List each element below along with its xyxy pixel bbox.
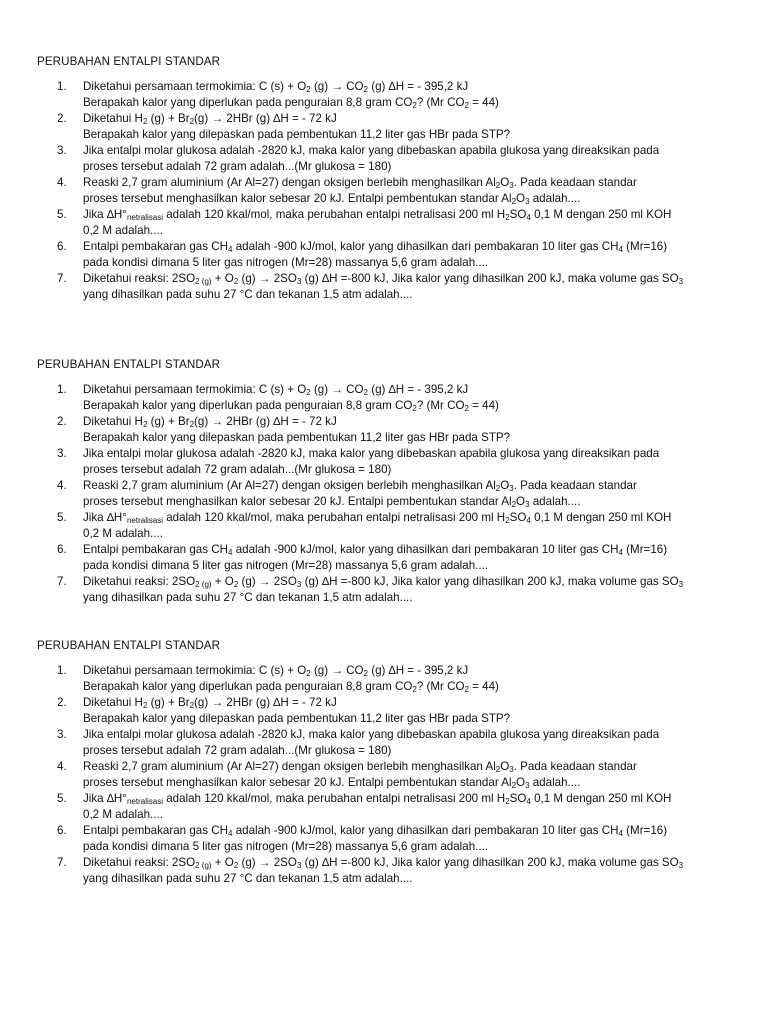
subscript: 3 (525, 500, 530, 509)
subscript: 3 (509, 765, 514, 774)
worksheet-section-2 (37, 357, 737, 606)
subscript: 2 (g) (195, 580, 212, 589)
text-segment: adalah -900 kJ/mol, kalor yang dihasilkan dari pembakaran 10 liter gas CH (232, 240, 619, 253)
question-item (37, 271, 737, 303)
text-segment: proses tersebut adalah 72 gram adalah...(Mr glukosa = 180) (83, 463, 392, 476)
text-segment: 0,2 M adalah.... (83, 808, 163, 821)
text-segment: SO (509, 792, 527, 805)
question-text-line (83, 807, 737, 823)
text-segment: (g) ∆H =-800 kJ, Jika kalor yang dihasilkan 200 kJ, maka volume gas SO (301, 575, 679, 588)
question-item (37, 478, 737, 510)
subscript: 3 (296, 580, 302, 589)
question-item (37, 855, 737, 887)
subscript: 3 (678, 277, 684, 286)
text-segment: adalah -900 kJ/mol, kalor yang dihasilkan dari pembakaran 10 liter gas CH (232, 824, 619, 837)
question-number: 1. (57, 80, 67, 93)
text-segment: (g) → 2HBr (g) ∆H = - 72 kJ (194, 415, 337, 428)
worksheet-section-3 (37, 638, 737, 887)
question-number: 2. (57, 112, 67, 125)
subscript: 2 (363, 669, 368, 678)
subscript: 2 (412, 685, 417, 694)
text-segment: adalah.... (529, 192, 581, 205)
question-text-line (83, 743, 737, 759)
section-title: PERUBAHAN ENTALPI STANDAR (37, 639, 221, 652)
subscript: 4 (618, 548, 623, 557)
question-number: 1. (57, 383, 67, 396)
question-item (37, 759, 737, 791)
text-segment: Berapakah kalor yang dilepaskan pada pembentukan 11,2 liter gas HBr pada STP? (83, 128, 511, 141)
text-segment: proses tersebut adalah 72 gram adalah...(Mr glukosa = 180) (83, 744, 392, 757)
text-segment: Jika entalpi molar glukosa adalah -2820 kJ, maka kalor yang dibebaskan apabila glukosa yang direaksikan pada (83, 728, 660, 741)
text-segment: pada kondisi dimana 5 liter gas nitrogen (Mr=28) massanya 5,6 gram adalah.... (83, 840, 489, 853)
text-segment: Diketahui persamaan termokimia: C (s) + O (83, 383, 307, 396)
text-segment: Entalpi pembakaran gas CH (83, 543, 229, 556)
text-segment: adalah -900 kJ/mol, kalor yang dihasilkan dari pembakaran 10 liter gas CH (232, 543, 619, 556)
subscript: 3 (678, 580, 684, 589)
question-item (37, 510, 737, 542)
text-segment: proses tersebut menghasilkan kalor sebesar 20 kJ. Entalpi pembentukan standar Al (83, 192, 512, 205)
text-segment: = 44) (468, 96, 499, 109)
subscript: 2 (233, 580, 239, 589)
text-segment: (g) → CO (310, 664, 364, 677)
question-text-line (83, 759, 737, 775)
question-item (37, 207, 737, 239)
subscript: 2 (511, 500, 517, 509)
subscript: 3 (509, 484, 514, 493)
text-segment: (g) → CO (310, 80, 364, 93)
text-segment: ? (Mr CO (416, 680, 465, 693)
text-segment: 0,1 M dengan 250 ml KOH (530, 208, 672, 221)
question-text-line (83, 159, 737, 175)
text-segment: O (516, 192, 526, 205)
question-number: 7. (57, 575, 67, 588)
text-segment: ? (Mr CO (416, 399, 465, 412)
text-segment: Diketahui reaksi: 2SO (83, 272, 196, 285)
text-segment: Jika ∆H° (83, 208, 127, 221)
question-item (37, 446, 737, 478)
text-segment: (g) → 2SO (238, 272, 297, 285)
subscript: 4 (228, 245, 233, 254)
text-segment: (g) → 2HBr (g) ∆H = - 72 kJ (194, 112, 337, 125)
question-item (37, 791, 737, 823)
question-text-line (83, 382, 737, 398)
question-number: 4. (57, 760, 67, 773)
text-segment: pada kondisi dimana 5 liter gas nitrogen (Mr=28) massanya 5,6 gram adalah.... (83, 559, 489, 572)
text-segment: adalah 120 kkal/mol, maka perubahan entalpi netralisasi 200 ml H (162, 208, 506, 221)
question-number: 3. (57, 728, 67, 741)
question-text-line (83, 558, 737, 574)
text-segment: Entalpi pembakaran gas CH (83, 824, 229, 837)
subscript: 2 (142, 420, 148, 429)
question-number: 2. (57, 415, 67, 428)
question-number: 6. (57, 543, 67, 556)
question-text-line (83, 127, 737, 143)
question-number: 6. (57, 240, 67, 253)
question-text-line (83, 494, 737, 510)
text-segment: Berapakah kalor yang diperlukan pada penguraian 8,8 gram CO (83, 399, 413, 412)
subscript: 2 (233, 277, 239, 286)
text-segment: Berapakah kalor yang diperlukan pada penguraian 8,8 gram CO (83, 96, 413, 109)
question-text-line (83, 191, 737, 207)
text-segment: O (500, 176, 510, 189)
subscript: 4 (526, 516, 531, 525)
text-segment: Jika entalpi molar glukosa adalah -2820 kJ, maka kalor yang dibebaskan apabila glukosa yang direaksikan pada (83, 447, 660, 460)
subscript: 2 (495, 765, 501, 774)
subscript: 2 (142, 701, 148, 710)
subscript: 4 (526, 213, 531, 222)
text-segment: (Mr=16) (622, 543, 668, 556)
text-segment: + O (211, 856, 234, 869)
question-text-line (83, 590, 737, 606)
subscript: 2 (306, 388, 311, 397)
question-text-line (83, 239, 737, 255)
subscript: 3 (296, 861, 302, 870)
question-text-line (83, 430, 737, 446)
text-segment: = 44) (468, 399, 499, 412)
question-number: 3. (57, 447, 67, 460)
text-segment: O (516, 495, 526, 508)
question-text-line (83, 478, 737, 494)
question-item (37, 382, 737, 414)
question-item (37, 143, 737, 175)
text-segment: ? (Mr CO (416, 96, 465, 109)
text-segment: Diketahui reaksi: 2SO (83, 856, 196, 869)
text-segment: Diketahui H (83, 415, 143, 428)
question-number: 5. (57, 792, 67, 805)
subscript: 3 (525, 197, 530, 206)
subscript: 3 (525, 781, 530, 790)
text-segment: (g) ∆H = - 395,2 kJ (368, 664, 469, 677)
text-segment: adalah 120 kkal/mol, maka perubahan entalpi netralisasi 200 ml H (162, 792, 506, 805)
text-segment: 0,2 M adalah.... (83, 527, 163, 540)
subscript: 2 (189, 701, 195, 710)
question-text-line (83, 855, 737, 871)
text-segment: Diketahui reaksi: 2SO (83, 575, 196, 588)
subscript: 4 (526, 797, 531, 806)
subscript: 4 (618, 245, 623, 254)
text-segment: (g) ∆H = - 395,2 kJ (368, 80, 469, 93)
question-text-line (83, 839, 737, 855)
text-segment: + O (211, 575, 234, 588)
subscript: 2 (189, 420, 195, 429)
text-segment: (g) ∆H =-800 kJ, Jika kalor yang dihasilkan 200 kJ, maka volume gas SO (301, 856, 679, 869)
text-segment: 0,2 M adalah.... (83, 224, 163, 237)
question-text-line (83, 271, 737, 287)
subscript: 2 (306, 669, 311, 678)
text-segment: Reaski 2,7 gram aluminium (Ar Al=27) dengan oksigen berlebih menghasilkan Al (83, 479, 496, 492)
subscript: 2 (189, 117, 195, 126)
subscript: 2 (412, 404, 417, 413)
subscript: 4 (228, 829, 233, 838)
subscript: 4 (618, 829, 623, 838)
text-segment: (g) ∆H = - 395,2 kJ (368, 383, 469, 396)
text-segment: 0,1 M dengan 250 ml KOH (530, 511, 672, 524)
text-segment: SO (509, 208, 527, 221)
question-text-line (83, 791, 737, 807)
text-segment: Berapakah kalor yang diperlukan pada penguraian 8,8 gram CO (83, 680, 413, 693)
text-segment: yang dihasilkan pada suhu 27 °C dan tekanan 1,5 atm adalah.... (83, 288, 413, 301)
question-list (37, 382, 737, 606)
text-segment: (Mr=16) (622, 824, 668, 837)
question-item (37, 239, 737, 271)
subscript: 2 (233, 861, 239, 870)
subscript: 2 (464, 685, 469, 694)
question-text-line (83, 679, 737, 695)
text-segment: adalah.... (529, 776, 581, 789)
subscript: 2 (363, 85, 368, 94)
subscript: netralisasi (126, 213, 163, 222)
question-text-line (83, 398, 737, 414)
question-text-line (83, 663, 737, 679)
subscript: 4 (228, 548, 233, 557)
text-segment: (g) → CO (310, 383, 364, 396)
text-segment: . Pada keadaan standar (513, 176, 637, 189)
text-segment: O (500, 760, 510, 773)
question-text-line (83, 143, 737, 159)
text-segment: (g) → 2SO (238, 856, 297, 869)
subscript: 2 (142, 117, 148, 126)
text-segment: Jika entalpi molar glukosa adalah -2820 kJ, maka kalor yang dibebaskan apabila glukosa yang direaksikan pada (83, 144, 660, 157)
subscript: 2 (g) (195, 861, 212, 870)
text-segment: (Mr=16) (622, 240, 668, 253)
question-text-line (83, 695, 737, 711)
subscript: netralisasi (126, 797, 163, 806)
subscript: 3 (509, 181, 514, 190)
text-segment: Reaski 2,7 gram aluminium (Ar Al=27) dengan oksigen berlebih menghasilkan Al (83, 760, 496, 773)
question-item (37, 695, 737, 727)
question-number: 4. (57, 176, 67, 189)
text-segment: adalah 120 kkal/mol, maka perubahan entalpi netralisasi 200 ml H (162, 511, 506, 524)
question-item (37, 414, 737, 446)
question-text-line (83, 574, 737, 590)
question-text-line (83, 775, 737, 791)
question-text-line (83, 255, 737, 271)
question-number: 2. (57, 696, 67, 709)
text-segment: Diketahui H (83, 112, 143, 125)
subscript: 2 (464, 101, 469, 110)
question-number: 6. (57, 824, 67, 837)
text-segment: SO (509, 511, 527, 524)
question-text-line (83, 727, 737, 743)
question-text-line (83, 223, 737, 239)
text-segment: 0,1 M dengan 250 ml KOH (530, 792, 672, 805)
question-number: 1. (57, 664, 67, 677)
question-item (37, 574, 737, 606)
text-segment: O (500, 479, 510, 492)
question-number: 7. (57, 272, 67, 285)
question-item (37, 175, 737, 207)
question-text-line (83, 526, 737, 542)
subscript: 2 (495, 484, 501, 493)
question-number: 3. (57, 144, 67, 157)
text-segment: (g) → 2SO (238, 575, 297, 588)
text-segment: (g) + Br (147, 112, 190, 125)
question-text-line (83, 462, 737, 478)
section-title: PERUBAHAN ENTALPI STANDAR (37, 55, 221, 68)
text-segment: (g) + Br (147, 696, 190, 709)
subscript: 2 (495, 181, 501, 190)
section-title: PERUBAHAN ENTALPI STANDAR (37, 358, 221, 371)
text-segment: + O (211, 272, 234, 285)
text-segment: Diketahui H (83, 696, 143, 709)
text-segment: Berapakah kalor yang dilepaskan pada pembentukan 11,2 liter gas HBr pada STP? (83, 712, 511, 725)
subscript: 2 (g) (195, 277, 212, 286)
question-number: 7. (57, 856, 67, 869)
text-segment: pada kondisi dimana 5 liter gas nitrogen (Mr=28) massanya 5,6 gram adalah.... (83, 256, 489, 269)
question-item (37, 823, 737, 855)
question-number: 5. (57, 208, 67, 221)
question-number: 4. (57, 479, 67, 492)
question-text-line (83, 287, 737, 303)
subscript: 2 (511, 781, 517, 790)
question-item (37, 663, 737, 695)
text-segment: Reaski 2,7 gram aluminium (Ar Al=27) dengan oksigen berlebih menghasilkan Al (83, 176, 496, 189)
subscript: netralisasi (126, 516, 163, 525)
subscript: 2 (505, 516, 510, 525)
text-segment: (g) → 2HBr (g) ∆H = - 72 kJ (194, 696, 337, 709)
question-item (37, 79, 737, 111)
subscript: 2 (505, 797, 510, 806)
question-text-line (83, 207, 737, 223)
question-item (37, 727, 737, 759)
question-item (37, 542, 737, 574)
text-segment: (g) + Br (147, 415, 190, 428)
question-text-line (83, 95, 737, 111)
text-segment: proses tersebut menghasilkan kalor sebesar 20 kJ. Entalpi pembentukan standar Al (83, 776, 512, 789)
text-segment: = 44) (468, 680, 499, 693)
text-segment: Berapakah kalor yang dilepaskan pada pembentukan 11,2 liter gas HBr pada STP? (83, 431, 511, 444)
subscript: 2 (511, 197, 517, 206)
text-segment: Entalpi pembakaran gas CH (83, 240, 229, 253)
text-segment: . Pada keadaan standar (513, 760, 637, 773)
subscript: 3 (296, 277, 302, 286)
text-segment: Jika ∆H° (83, 792, 127, 805)
question-text-line (83, 510, 737, 526)
question-text-line (83, 414, 737, 430)
text-segment: yang dihasilkan pada suhu 27 °C dan tekanan 1,5 atm adalah.... (83, 872, 413, 885)
question-text-line (83, 446, 737, 462)
question-text-line (83, 711, 737, 727)
question-item (37, 111, 737, 143)
question-text-line (83, 542, 737, 558)
question-number: 5. (57, 511, 67, 524)
text-segment: (g) ∆H =-800 kJ, Jika kalor yang dihasilkan 200 kJ, maka volume gas SO (301, 272, 679, 285)
subscript: 3 (678, 861, 684, 870)
question-text-line (83, 175, 737, 191)
question-list (37, 663, 737, 887)
text-segment: Diketahui persamaan termokimia: C (s) + O (83, 80, 307, 93)
question-text-line (83, 111, 737, 127)
text-segment: Diketahui persamaan termokimia: C (s) + O (83, 664, 307, 677)
text-segment: proses tersebut menghasilkan kalor sebesar 20 kJ. Entalpi pembentukan standar Al (83, 495, 512, 508)
subscript: 2 (363, 388, 368, 397)
text-segment: proses tersebut adalah 72 gram adalah...(Mr glukosa = 180) (83, 160, 392, 173)
subscript: 2 (464, 404, 469, 413)
text-segment: adalah.... (529, 495, 581, 508)
text-segment: yang dihasilkan pada suhu 27 °C dan tekanan 1,5 atm adalah.... (83, 591, 413, 604)
text-segment: O (516, 776, 526, 789)
subscript: 2 (505, 213, 510, 222)
text-segment: Jika ∆H° (83, 511, 127, 524)
text-segment: . Pada keadaan standar (513, 479, 637, 492)
worksheet-section-1 (37, 54, 737, 303)
question-text-line (83, 79, 737, 95)
question-text-line (83, 871, 737, 887)
subscript: 2 (306, 85, 311, 94)
question-list (37, 79, 737, 303)
subscript: 2 (412, 101, 417, 110)
question-text-line (83, 823, 737, 839)
